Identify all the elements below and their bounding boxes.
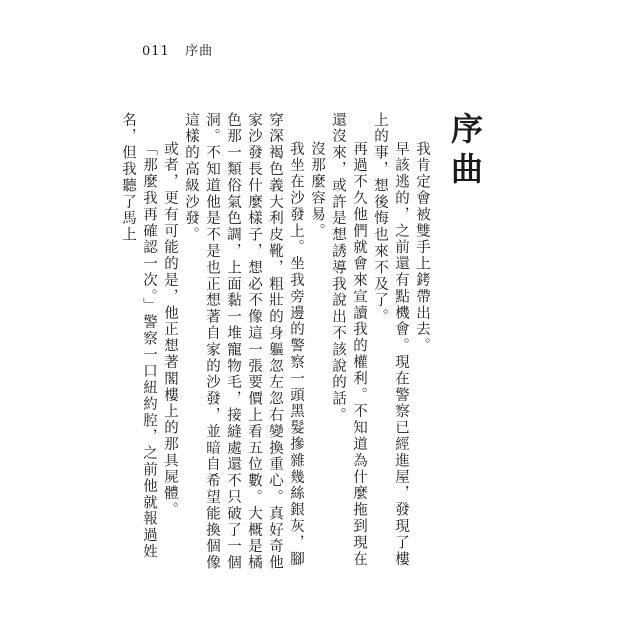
running-title: 序曲 <box>185 44 214 59</box>
paragraph: 我肯定會被雙手上銬帶出去。 <box>414 141 430 355</box>
paragraph: 早該逃的，之前還有點機會。現在警察已經進屋，發現了樓上的事，想後悔也來不及了。 <box>372 112 409 568</box>
paragraph: 再過不久他們就會來宣讀我的權利。不知道為什麼拖到現在還沒來，或許是想誘導我說出不該說的話。 <box>330 112 367 568</box>
chapter-title: 序曲 <box>446 112 484 192</box>
body-text <box>120 112 432 582</box>
paragraph: 「那麼我再確認一次。」警察一口紐約腔，之前他就報過姓名，但我聽了馬上 <box>120 112 157 561</box>
page-header <box>142 40 213 59</box>
paragraph: 沒那麼容易。 <box>309 141 325 240</box>
page-number: 011 <box>142 44 170 59</box>
paragraph: 或者，更有可能的是，他正想著閣樓上的那具屍體。 <box>162 141 178 519</box>
paragraph: 我坐在沙發上。坐我旁邊的警察一頭黑髮摻雜幾絲銀灰，腳穿深褐色義大利皮靴，粗壯的身軀忽左忽右變換重心。真好奇他家沙發長什麼樣子，想必不像這一張要價上看五位數。大概是橘色那一類俗氣色調，上面黏一堆寵物毛，接縫處還不只破了一個洞。不知道他是不是也正想著自家的沙發，並暗自希望能換個像這樣的高級沙發。 <box>183 112 304 572</box>
